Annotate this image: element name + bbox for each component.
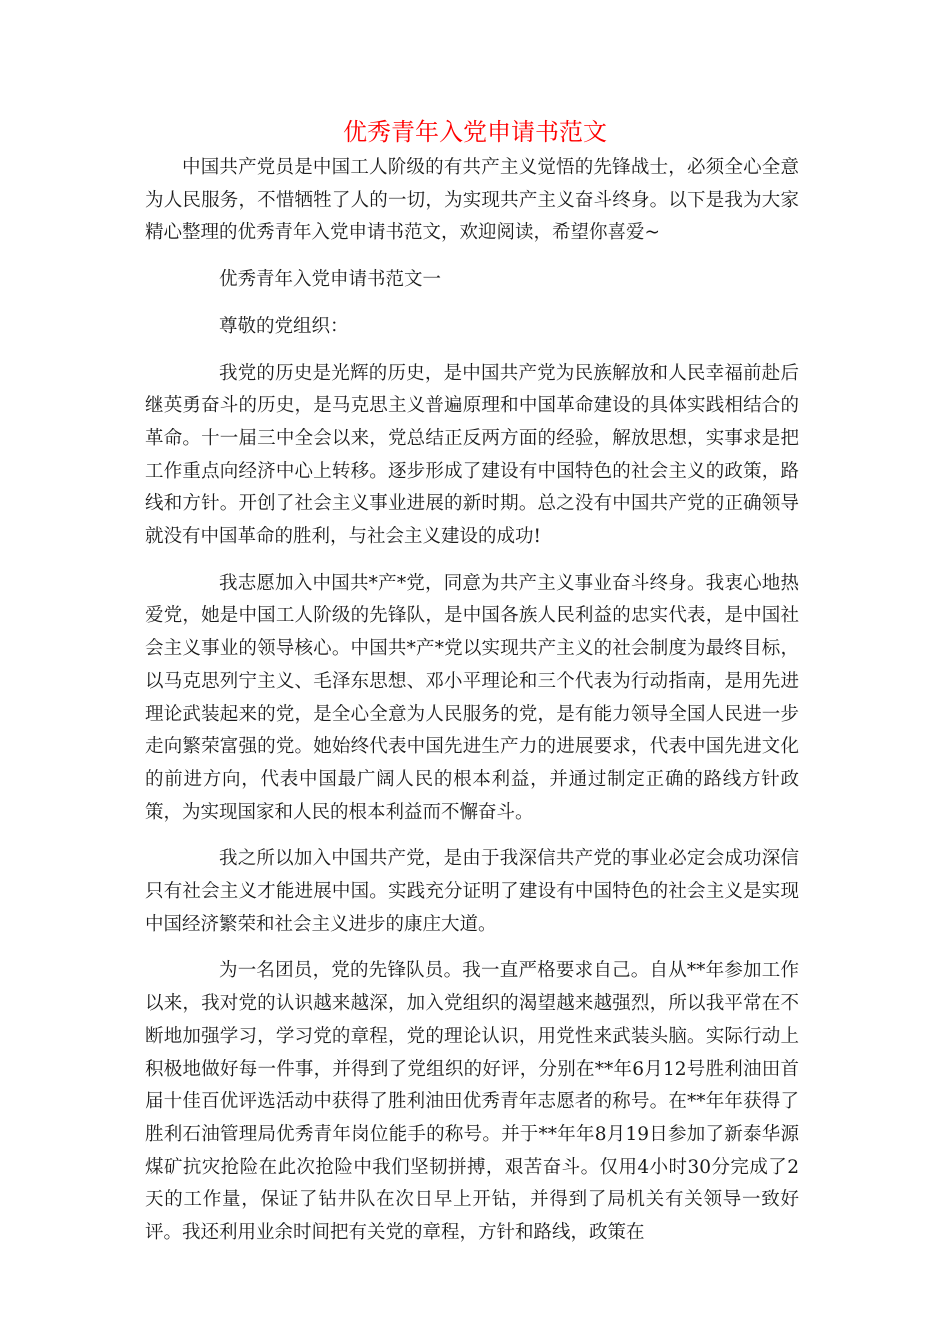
intro-paragraph: 中国共产党员是中国工人阶级的有共产主义觉悟的先锋战士，必须全心全意为人民服务，不惜牺牲了人的一切，为实现共产主义奋斗终身。以下是我为大家精心整理的优秀青年入党申请书范文，欢迎阅读，希望你喜爱~ <box>145 157 799 244</box>
document-body <box>145 152 799 1250</box>
document-title: 优秀青年入党申请书范文 <box>343 118 607 146</box>
body-paragraph: 我之所以加入中国共产党，是由于我深信共产党的事业必定会成功深信只有社会主义才能进展中国。实践充分证明了建设有中国特色的社会主义是实现中国经济繁荣和社会主义进步的康庄大道。 <box>145 848 799 935</box>
section-heading: 优秀青年入党申请书范文一 <box>219 269 442 291</box>
body-paragraph: 为一名团员，党的先锋队员。我一直严格要求自己。自从**年参加工作以来，我对党的认识越来越深，加入党组织的渴望越来越强烈，所以我平常在不断地加强学习，学习党的章程，党的理论认识，用党性来武装头脑。实际行动上积极地做好每一件事，并得到了党组织的好评，分别在**年6月12号胜利油田首届十佳百优评选活动中获得了胜利油田优秀青年志愿者的称号。在**年年获得了胜利石油管理局优秀青年岗位能手的称号。并于**年年8月19日参加了新泰华源煤矿抗灾抢险在此次抢险中我们坚韧拼搏，艰苦奋斗。仅用4小时30分完成了2天的工作量，保证了钻井队在次日早上开钻，并得到了局机关有关领导一致好评。我还利用业余时间把有关党的章程，方针和路线，政策在 <box>145 960 799 1244</box>
body-paragraph: 我志愿加入中国共*产*党，同意为共产主义事业奋斗终身。我衷心地热爱党，她是中国工人阶级的先锋队，是中国各族人民利益的忠实代表，是中国社会主义事业的领导核心。中国共*产*党以实现共产主义的社会制度为最终目标，以马克思列宁主义、毛泽东思想、邓小平理论和三个代表为行动指南，是用先进理论武装起来的党，是全心全意为人民服务的党，是有能力领导全国人民进一步走向繁荣富强的党。她始终代表中国先进生产力的进展要求，代表中国先进文化的前进方向，代表中国最广阔人民的根本利益，并通过制定正确的路线方针政策，为实现国家和人民的根本利益而不懈奋斗。 <box>145 572 799 823</box>
body-paragraph: 我党的历史是光辉的历史，是中国共产党为民族解放和人民幸福前赴后继英勇奋斗的历史，是马克思主义普遍原理和中国革命建设的具体实践相结合的革命。十一届三中全会以来，党总结正反两方面的经验，解放思想，实事求是把工作重点向经济中心上转移。逐步形成了建设有中国特色的社会主义的政策，路线和方针。开创了社会主义事业进展的新时期。总之没有中国共产党的正确领导就没有中国革命的胜利，与社会主义建设的成功! <box>145 362 799 548</box>
salutation: 尊敬的党组织： <box>219 315 349 337</box>
